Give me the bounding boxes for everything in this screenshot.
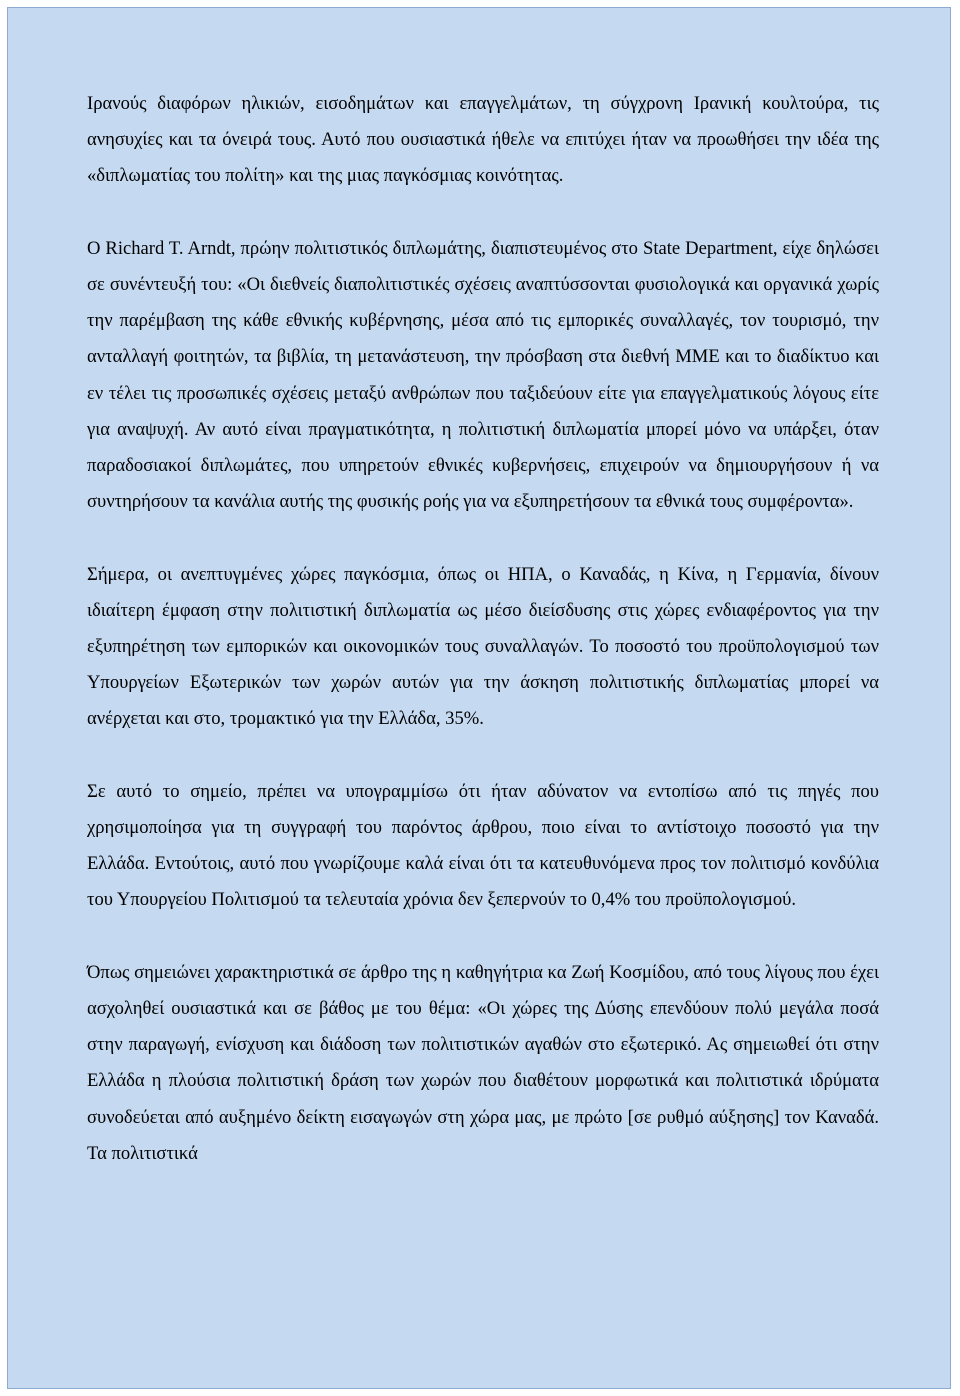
paragraph-greece-budget: Σε αυτό το σημείο, πρέπει να υπογραμμίσω ότι ήταν αδύνατον να εντοπίσω από τις πηγές που χρησιμοποίησα για τη συγγραφή του παρόντος άρθρου, ποιο είναι το αντίστοιχο ποσοστό για την Ελλάδα. Εντούτοις, αυτό που γνωρίζουμε καλά είναι ότι τα κατευθυνόμενα προς τον πολιτισμό κονδύλια του Υπουργείου Πολιτισμού τα τελευταία χρόνια δεν ξεπερνούν το 0,4% του προϋπολογισμού. bbox=[87, 780, 879, 911]
document-body bbox=[87, 86, 879, 1208]
document-page bbox=[7, 7, 951, 1389]
paragraph-developed-countries: Σήμερα, οι ανεπτυγμένες χώρες παγκόσμια, όπως οι ΗΠΑ, ο Καναδάς, η Κίνα, η Γερμανία, δίνουν ιδιαίτερη έμφαση στην πολιτιστική διπλωματία ως μέσο διείσδυσης στις χώρες ενδιαφέροντος για την εξυπηρέτηση των εμπορικών και οικονομικών τους συναλλαγών. Το ποσοστό του προϋπολογισμού των Υπουργείων Εξωτερικών των χωρών αυτών για την άσκηση πολιτιστικής διπλωματίας μπορεί να ανέρχεται και στο, τρομακτικό για την Ελλάδα, 35%. bbox=[87, 563, 879, 730]
paragraph-arndt-quote: Ο Richard T. Arndt, πρώην πολιτιστικός διπλωμάτης, διαπιστευμένος στο State Department, είχε δηλώσει σε συνέντευξή του: «Οι διεθνείς διαπολιτιστικές σχέσεις αναπτύσσονται φυσιολογικά και οργανικά χωρίς την παρέμβαση της κάθε εθνικής κυβέρνησης, μέσα από τις εμπορικές συναλλαγές, τον τουρισμό, την ανταλλαγή φοιτητών, τα βιβλία, τη μετανάστευση, την πρόσβαση στα διεθνή ΜΜΕ και το διαδίκτυο και εν τέλει τις προσωπικές σχέσεις μεταξύ ανθρώπων που ταξιδεύουν είτε για επαγγελματικούς λόγους είτε για αναψυχή. Αν αυτό είναι πραγματικότητα, η πολιτιστική διπλωματία μπορεί μόνο να υπάρξει, όταν παραδοσιακοί διπλωμάτες, που υπηρετούν εθνικές κυβερνήσεις, επιχειρούν να δημιουργήσουν ή να συντηρήσουν τα κανάλια αυτής της φυσικής ροής για να εξυπηρετήσουν τα εθνικά τους συμφέροντα». bbox=[87, 237, 879, 513]
paragraph-iranians: Ιρανούς διαφόρων ηλικιών, εισοδημάτων και επαγγελμάτων, τη σύγχρονη Ιρανική κουλτούρα, τις ανησυχίες και τα όνειρά τους. Αυτό που ουσιαστικά ήθελε να επιτύχει ήταν να προωθήσει την ιδέα της «διπλωματίας του πολίτη» και της μιας παγκόσμιας κοινότητας. bbox=[87, 93, 879, 187]
paragraph-kosmidou-quote: Όπως σημειώνει χαρακτηριστικά σε άρθρο της η καθηγήτρια κα Ζωή Κοσμίδου, από τους λίγους που έχει ασχοληθεί ουσιαστικά και σε βάθος με του θέμα: «Οι χώρες της Δύσης επενδύουν πολύ μεγάλα ποσά στην παραγωγή, ενίσχυση και διάδοση των πολιτιστικών αγαθών στο εξωτερικό. Ας σημειωθεί ότι στην Ελλάδα η πλούσια πολιτιστική δράση των χωρών που διαθέτουν μορφωτικά και πολιτιστικά ιδρύματα συνοδεύεται από αυξημένο δείκτη εισαγωγών στη χώρα μας, με πρώτο [σε ρυθμό αύξησης] τον Καναδά. Τα πολιτιστικά bbox=[87, 961, 879, 1164]
